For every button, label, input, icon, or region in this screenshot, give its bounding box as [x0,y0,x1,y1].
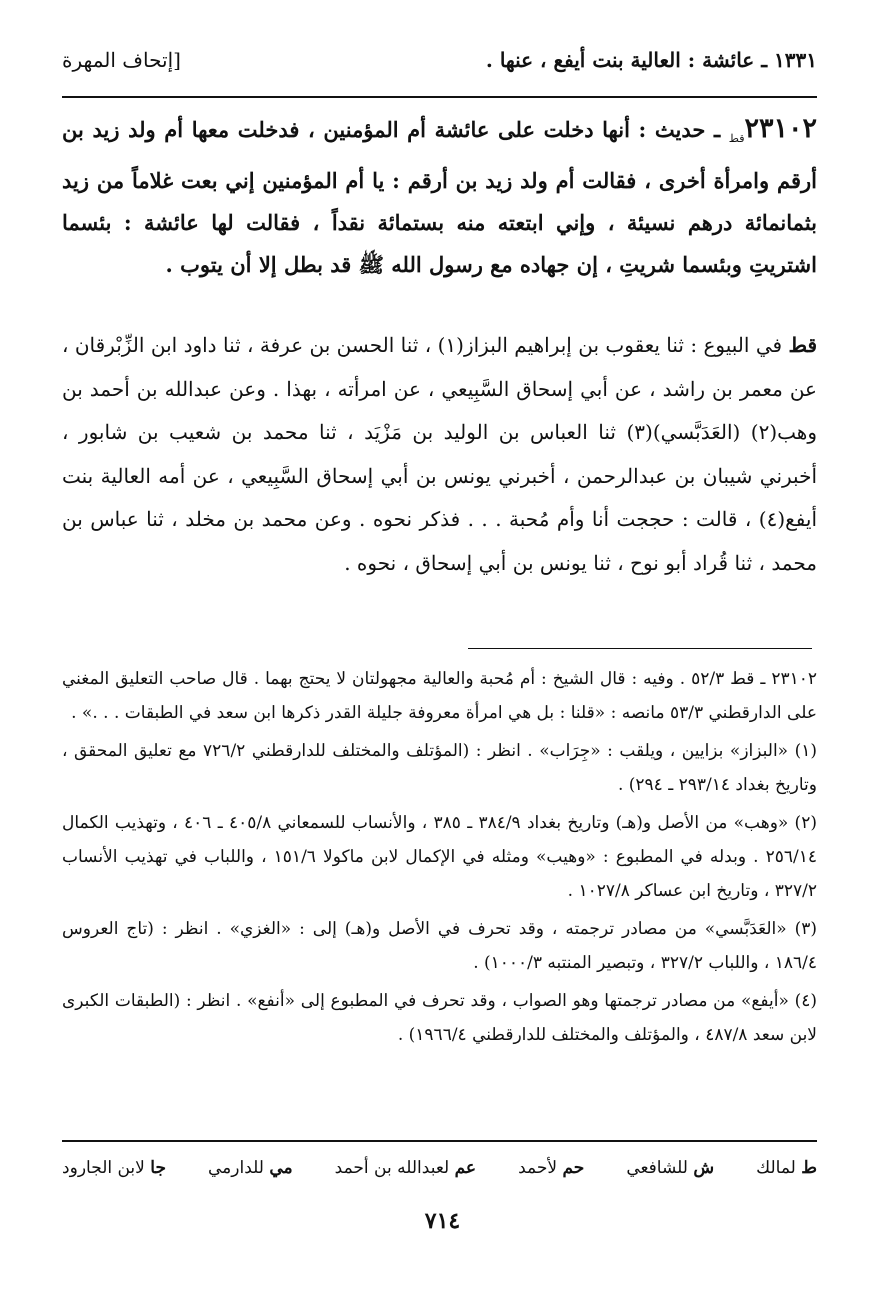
header-rule [62,96,817,98]
hadith-text [62,108,817,286]
footnote-separator [468,648,812,649]
footnote-main: ٢٣١٠٢ ـ قط ٥٢/٣ . وفيه : قال الشيخ : أم مُحبة والعالية مجهولتان لا يحتج بهما . قال صاحب التعليق المغني على الدارقطني ٥٣/٣ مانصه : «قلنا : بل هي امرأة معروفة جليلة القدر ذكرها ابن سعد في الطبقات . . .» . [62,669,817,723]
footnote-3: (٣) «العَدَبَّسي» من مصادر ترجمته ، وقد تحرف في الأصل و(هـ) إلى : «الغزي» . انظر : (تاج العروس ١٨٦/٤ ، واللباب ٣٢٧/٢ ، وتبصير المنتبه ١٠٠٠/٣) . [62,919,817,973]
page-header [62,40,817,80]
isnad-siglum: قط [788,333,818,357]
siglum-item: جا لابن الجارود [62,1158,166,1178]
footnote-4: (٤) «أيفع» من مصادر ترجمتها وهو الصواب ، وقد تحرف في المطبوع إلى «أنفع» . انظر : (الطبقات الكبرى لابن سعد ٤٨٧/٨ ، والمؤتلف والمختلف للدارقطني ١٩٦٦/٤) . [62,991,817,1045]
siglum-item: حم لأحمد [518,1158,585,1178]
hadith-number: ٢٣١٠٢ [744,113,817,144]
running-title: ١٣٣١ ـ عائشة : العالية بنت أيفع ، عنها . [485,48,817,72]
sigla-legend [62,1150,817,1186]
footnote-1: (١) «البزاز» بزايين ، ويلقب : «جِرَاب» . انظر : (المؤتلف والمختلف للدارقطني ٧٢٦/٢ مع تعليق المحقق ، وتاريخ بغداد ٢٩٣/١٤ ـ ٢٩٤) . [62,741,817,795]
isnad-paragraph [62,324,817,585]
sigla-rule [62,1140,817,1142]
hadith-siglum: قط [728,132,745,146]
siglum-item: عم لعبدالله بن أحمد [334,1158,477,1178]
page-number: ٧١٤ [424,1208,461,1234]
book-title: [إتحاف المهرة [62,48,181,72]
footnote-2: (٢) «وهب» من الأصل و(هـ) وتاريخ بغداد ٣٨٤/٩ ـ ٣٨٥ ، والأنساب للسمعاني ٤٠٥/٨ ـ ٤٠٦ ، وتهذيب الكمال ٢٥٦/١٤ . وبدله في المطبوع : «وهيب» ومثله في الإكمال لابن ماكولا ١٥١/٦ ، واللباب في تهذيب الأنساب ٣٢٧/٢ ، وتاريخ ابن عساكر ١٠٢٧/٨ . [62,813,817,901]
isnad-body: في البيوع : ثنا يعقوب بن إبراهيم البزاز(١) ، ثنا الحسن بن عرفة ، ثنا داود ابن الزِّبْرقان ، عن معمر بن راشد ، عن أبي إسحاق السَّبِيعي ، عن امرأته ، بهذا . وعن عبدالله بن أحمد بن وهب(٢) (العَدَبَّسي)(٣) ثنا العباس بن الوليد بن مَزْيَد ، ثنا محمد بن شعيب بن شابور ، أخبرني شيبان بن عبدالرحمن ، أخبرني يونس بن أبي إسحاق السَّبِيعي ، عن أمه العالية بنت أيفع(٤) ، قالت : حججت أنا وأم مُحبة . . . فذكر نحوه . وعن محمد بن مخلد ، ثنا عباس بن محمد ، ثنا قُراد أبو نوح ، ثنا يونس بن أبي إسحاق ، نحوه . [62,333,817,575]
siglum-item: مي للدارمي [208,1158,293,1178]
siglum-item: ش للشافعي [626,1158,715,1178]
footnotes [62,662,817,1056]
hadith-body: ـ حديث : أنها دخلت على عائشة أم المؤمنين ، فدخلت معها أم ولد زيد بن أرقم وامرأة أخرى ، فقالت أم ولد زيد بن أرقم : يا أم المؤمنين إني بعت غلاماً من زيد بثمانمائة درهم نسيئة ، وإني ابتعته منه بستمائة نقداً ، فقالت لها عائشة : بئسما اشتريتِ وبئسما شريتِ ، إن جهاده مع رسول الله ﷺ قد بطل إلا أن يتوب . [62,117,817,278]
siglum-item: ط لمالك [756,1158,817,1178]
